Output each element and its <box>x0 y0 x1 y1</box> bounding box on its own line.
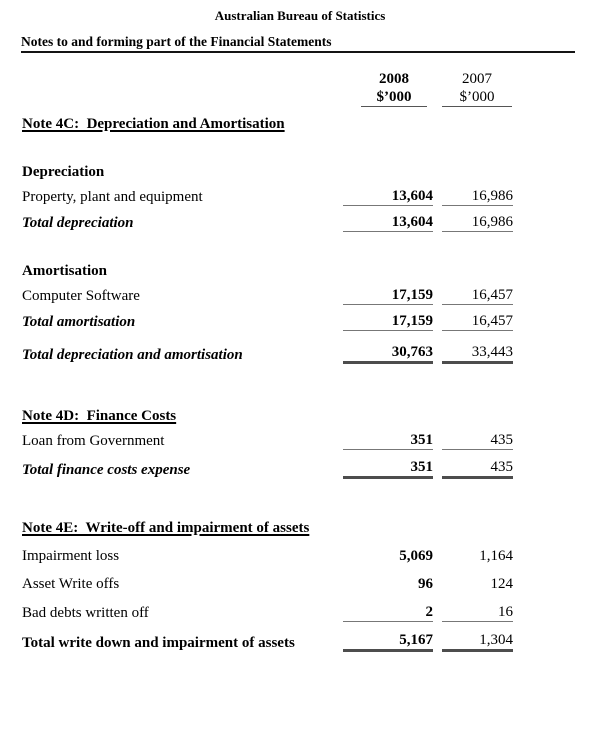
table-row <box>22 548 513 565</box>
table-row <box>22 459 513 479</box>
value-2007: 435 <box>442 432 513 450</box>
note-heading: Note 4E: Write-off and impairment of assets <box>22 520 310 536</box>
table-row <box>22 632 513 652</box>
value-2008: 96 <box>418 576 433 592</box>
note-section <box>22 408 513 479</box>
table-row <box>22 432 513 450</box>
value-2008: 2 <box>343 604 433 622</box>
note-section <box>22 116 513 364</box>
year-label-2007: 2007 <box>462 71 492 87</box>
value-2007: 124 <box>490 576 513 592</box>
unit-label-2008: $’000 <box>376 89 412 105</box>
value-2008: 5,167 <box>343 632 433 652</box>
value-2008: 351 <box>343 459 433 479</box>
row-label: Asset Write offs <box>22 576 120 592</box>
value-2007: 16,457 <box>442 313 513 331</box>
row-label: Property, plant and equipment <box>22 189 203 205</box>
row-label: Amortisation <box>22 263 107 279</box>
table-row <box>22 313 513 331</box>
row-label: Bad debts written off <box>22 605 149 621</box>
row-label: Impairment loss <box>22 548 120 564</box>
table-row <box>22 262 513 280</box>
row-label: Depreciation <box>22 164 105 180</box>
value-2008: 17,159 <box>343 287 433 305</box>
value-2007: 16,986 <box>442 214 513 232</box>
row-label: Computer Software <box>22 288 140 304</box>
row-label: Total depreciation <box>22 215 134 231</box>
value-2007: 16 <box>442 604 513 622</box>
value-2008: 17,159 <box>343 313 433 331</box>
row-label: Total depreciation and amortisation <box>22 347 243 363</box>
row-label: Loan from Government <box>22 433 165 449</box>
note-heading: Note 4C: Depreciation and Amortisation <box>22 116 285 132</box>
note-heading: Note 4D: Finance Costs <box>22 408 177 424</box>
unit-label-2007: $’000 <box>459 89 495 105</box>
note-section <box>22 520 513 652</box>
row-label: Total write down and impairment of assets <box>22 635 295 651</box>
column-header-2007 <box>442 70 512 107</box>
table-row <box>22 344 513 364</box>
value-2008: 30,763 <box>343 344 433 364</box>
value-2008: 13,604 <box>343 214 433 232</box>
table-row <box>22 214 513 232</box>
value-2007: 1,164 <box>479 548 513 564</box>
doc-heading: Notes to and forming part of the Financial Statements <box>21 35 575 53</box>
sections <box>0 116 600 652</box>
row-label: Total amortisation <box>22 314 136 330</box>
value-2007: 16,457 <box>442 287 513 305</box>
row-label: Total finance costs expense <box>22 462 191 478</box>
table-row <box>22 287 513 305</box>
value-2008: 351 <box>343 432 433 450</box>
table-row <box>22 188 513 206</box>
column-headers <box>0 70 600 107</box>
org-title: Australian Bureau of Statistics <box>214 8 386 23</box>
table-row <box>22 576 513 593</box>
value-2007: 16,986 <box>442 188 513 206</box>
value-2007: 1,304 <box>442 632 513 652</box>
value-2007: 435 <box>442 459 513 479</box>
year-label-2008: 2008 <box>379 71 409 87</box>
table-row <box>22 604 513 622</box>
column-header-2008 <box>361 70 427 107</box>
value-2008: 13,604 <box>343 188 433 206</box>
value-2007: 33,443 <box>442 344 513 364</box>
value-2008: 5,069 <box>399 548 433 564</box>
table-row <box>22 163 513 181</box>
